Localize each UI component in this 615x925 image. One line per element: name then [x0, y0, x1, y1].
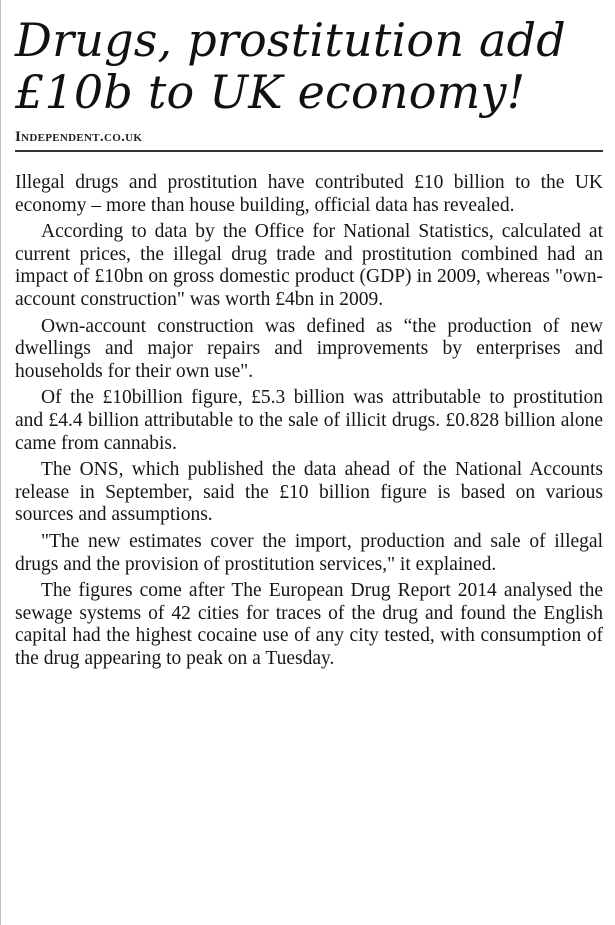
article-body — [15, 172, 603, 670]
paragraph: The ONS, which published the data ahead of the National Accounts release in September, said the £10 billion figure is based on various sources and assumptions. — [15, 459, 603, 526]
paragraph: According to data by the Office for National Statistics, calculated at current prices, the illegal drug trade and prostitution combined had an impact of £10bn on gross domestic product (GDP) in 2009, whereas "own-account construction" was worth £4bn in 2009. — [15, 221, 603, 310]
source-line — [15, 128, 603, 152]
paragraph: The figures come after The European Drug Report 2014 analysed the sewage systems of 42 cities for traces of the drug and found the English capital had the highest cocaine use of any city tested, with consumption of the drug appearing to peak on a Tuesday. — [15, 580, 603, 669]
source-name: Independent.co.uk — [15, 129, 143, 145]
paragraph: "The new estimates cover the import, production and sale of illegal drugs and the provision of prostitution services," it explained. — [15, 530, 603, 575]
paragraph: Of the £10billion figure, £5.3 billion was attributable to prostitution and £4.4 billion attributable to the sale of illicit drugs. £0.828 billion alone came from cannabis. — [15, 387, 603, 454]
paragraph: Own-account construction was defined as “the production of new dwellings and major repairs and improvements by enterprises and households for their own use". — [15, 315, 603, 382]
headline: Drugs, prostitution add £10b to UK economy! — [15, 13, 566, 119]
paragraph: Illegal drugs and prostitution have contributed £10 billion to the UK economy – more than house building, official data has revealed. — [15, 172, 603, 216]
